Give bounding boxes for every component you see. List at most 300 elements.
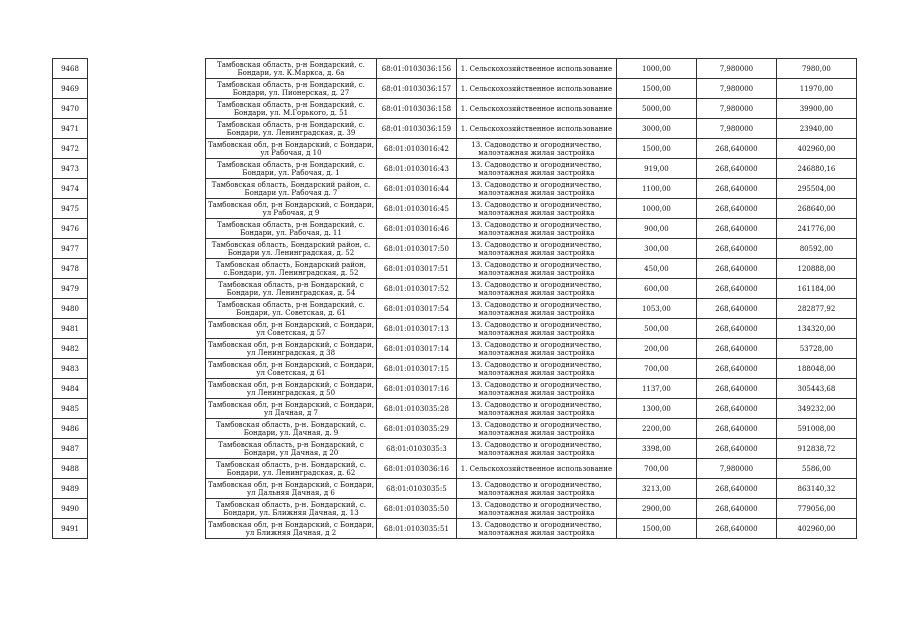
cadastral-value: 591008,00 <box>797 424 836 433</box>
cadastral-value: 282877,92 <box>797 304 836 313</box>
land-use-cell <box>456 359 616 379</box>
land-use-line-1: 13. Садоводство и огородничество, <box>471 440 602 449</box>
rate-value: 268,640000 <box>715 244 758 253</box>
cadastral-value-cell <box>776 379 856 399</box>
cadastral-value-cell <box>776 179 856 199</box>
rate-value: 268,640000 <box>715 404 758 413</box>
land-use-line-2: малоэтажная жилая застройка <box>478 428 595 437</box>
land-use-line-2: малоэтажная жилая застройка <box>478 188 595 197</box>
cadastral-number: 68:01:0103017:52 <box>383 284 449 293</box>
table-row <box>53 59 857 79</box>
row-number-cell <box>53 419 88 439</box>
area-cell <box>616 479 696 499</box>
area-value: 1053,00 <box>641 304 671 313</box>
table-row <box>53 359 857 379</box>
address-cell <box>206 499 377 519</box>
cadastral-number-cell <box>376 239 456 259</box>
address-line-2: ул Рабочая, д 10 <box>260 148 322 157</box>
address-line-1: Тамбовская область, Бондарский район, с. <box>211 240 371 249</box>
area-value: 450,00 <box>644 264 669 273</box>
address-line-1: Тамбовская обл, р-н Бондарский, с Бондари, <box>208 200 374 209</box>
address-line-2: Бондари, ул. Ленинградская, д. 62 <box>226 468 356 477</box>
cadastral-number-cell <box>376 499 456 519</box>
address-line-1: Тамбовская область, р-н Бондарский, с <box>218 280 364 289</box>
cadastral-value: 80592,00 <box>799 244 834 253</box>
row-number-cell <box>53 359 88 379</box>
cadastral-value: 161184,00 <box>797 284 836 293</box>
rate-cell <box>696 59 776 79</box>
land-use-line-2: малоэтажная жилая застройка <box>478 248 595 257</box>
rate-value: 268,640000 <box>715 164 758 173</box>
address-line-2: Бондари, ул. Ближняя Дачная, д. 13 <box>223 508 359 517</box>
cadastral-number: 68:01:0103035:3 <box>386 444 447 453</box>
cadastral-number: 68:01:0103016:43 <box>383 164 449 173</box>
row-number: 9473 <box>61 164 79 173</box>
table-row <box>53 239 857 259</box>
spacer-cell <box>88 199 206 219</box>
cadastral-number: 68:01:0103017:54 <box>383 304 449 313</box>
spacer-cell <box>88 279 206 299</box>
area-value: 3398,00 <box>641 444 671 453</box>
cadastral-number: 68:01:0103036:159 <box>381 124 452 133</box>
cadastral-number: 68:01:0103035:29 <box>383 424 449 433</box>
spacer-cell <box>88 79 206 99</box>
rate-value: 268,640000 <box>715 284 758 293</box>
cadastral-number-cell <box>376 59 456 79</box>
area-cell <box>616 459 696 479</box>
spacer-cell <box>88 519 206 539</box>
rate-value: 268,640000 <box>715 364 758 373</box>
area-value: 300,00 <box>644 244 669 253</box>
address-cell <box>206 519 377 539</box>
address-line-2: Бондари, ул. Ленинградская, д. 39 <box>226 128 356 137</box>
address-line-2: ул Ленинградская, д 50 <box>246 388 336 397</box>
area-value: 1500,00 <box>641 144 671 153</box>
rate-value: 268,640000 <box>715 424 758 433</box>
row-number-cell <box>53 379 88 399</box>
rate-value: 268,640000 <box>715 304 758 313</box>
rate-cell <box>696 339 776 359</box>
cadastral-value-cell <box>776 159 856 179</box>
address-line-1: Тамбовская область, Бондарский район, <box>215 260 367 269</box>
cadastral-value-cell <box>776 199 856 219</box>
address-cell <box>206 139 377 159</box>
cadastral-number: 68:01:0103035:28 <box>383 404 449 413</box>
land-use-cell <box>456 339 616 359</box>
area-cell <box>616 359 696 379</box>
land-use-cell <box>456 199 616 219</box>
row-number: 9471 <box>61 124 79 133</box>
address-line-1: Тамбовская обл, р-н Бондарский, с Бондари, <box>208 380 374 389</box>
cadastral-value-cell <box>776 259 856 279</box>
address-line-1: Тамбовская обл, р-н Бондарский, с Бондари, <box>208 320 374 329</box>
land-use-cell <box>456 159 616 179</box>
spacer-cell <box>88 299 206 319</box>
row-number-cell <box>53 119 88 139</box>
area-cell <box>616 319 696 339</box>
row-number-cell <box>53 399 88 419</box>
cadastral-value: 5586,00 <box>801 464 831 473</box>
cadastral-value-cell <box>776 219 856 239</box>
cadastral-value-cell <box>776 99 856 119</box>
row-number-cell <box>53 139 88 159</box>
rate-value: 7,980000 <box>719 464 754 473</box>
spacer-cell <box>88 179 206 199</box>
address-line-2: Бондари, ул. К.Маркса, д. 6а <box>237 68 345 77</box>
land-use-line-2: малоэтажная жилая застройка <box>478 488 595 497</box>
address-line-1: Тамбовская область, р-н Бондарский, с. <box>217 80 365 89</box>
rate-value: 268,640000 <box>715 484 758 493</box>
land-use-line-1: 13. Садоводство и огородничество, <box>471 480 602 489</box>
address-cell <box>206 259 377 279</box>
table-row <box>53 199 857 219</box>
area-value: 200,00 <box>644 344 669 353</box>
cadastral-value-cell <box>776 299 856 319</box>
land-use-line-1: 13. Садоводство и огородничество, <box>471 140 602 149</box>
rate-cell <box>696 219 776 239</box>
area-value: 1000,00 <box>641 64 671 73</box>
cadastral-value-cell <box>776 239 856 259</box>
address-cell <box>206 99 377 119</box>
cadastral-value-table <box>52 58 857 539</box>
cadastral-value-cell <box>776 519 856 539</box>
cadastral-number-cell <box>376 459 456 479</box>
rate-cell <box>696 199 776 219</box>
rate-cell <box>696 419 776 439</box>
row-number: 9475 <box>61 204 79 213</box>
cadastral-value: 7980,00 <box>801 64 831 73</box>
land-use-line-1: 13. Садоводство и огородничество, <box>471 520 602 529</box>
land-use-cell <box>456 259 616 279</box>
land-use-cell <box>456 379 616 399</box>
land-use-cell <box>456 79 616 99</box>
area-cell <box>616 159 696 179</box>
cadastral-number-cell <box>376 79 456 99</box>
rate-value: 268,640000 <box>715 184 758 193</box>
row-number-cell <box>53 239 88 259</box>
table-row <box>53 419 857 439</box>
table-row <box>53 479 857 499</box>
cadastral-value: 305443,68 <box>797 384 836 393</box>
cadastral-value-cell <box>776 79 856 99</box>
spacer-cell <box>88 319 206 339</box>
area-value: 2200,00 <box>641 424 671 433</box>
address-line-2: Бондари ул. Рабочая д. 7 <box>244 188 338 197</box>
land-use-cell <box>456 439 616 459</box>
address-line-1: Тамбовская область, р-н Бондарский, с. <box>217 220 365 229</box>
area-value: 1500,00 <box>641 84 671 93</box>
cadastral-number-cell <box>376 439 456 459</box>
cadastral-number: 68:01:0103035:5 <box>386 484 447 493</box>
table-row <box>53 399 857 419</box>
row-number-cell <box>53 179 88 199</box>
address-line-2: ул Дачная, д 7 <box>263 408 318 417</box>
cadastral-number: 68:01:0103036:156 <box>381 64 452 73</box>
cadastral-number: 68:01:0103036:157 <box>381 84 452 93</box>
spacer-cell <box>88 119 206 139</box>
rate-cell <box>696 319 776 339</box>
rate-cell <box>696 519 776 539</box>
area-cell <box>616 59 696 79</box>
cadastral-value: 912838,72 <box>797 444 836 453</box>
rate-cell <box>696 299 776 319</box>
cadastral-value: 241776,00 <box>797 224 836 233</box>
cadastral-number: 68:01:0103016:42 <box>383 144 449 153</box>
address-line-2: ул Советская, д 57 <box>256 328 326 337</box>
row-number-cell <box>53 99 88 119</box>
row-number: 9469 <box>61 84 79 93</box>
address-line-2: Бондари, ул Дачная, д 20 <box>243 448 339 457</box>
cadastral-number: 68:01:0103036:158 <box>381 104 452 113</box>
land-use-line-2: малоэтажная жилая застройка <box>478 328 595 337</box>
spacer-cell <box>88 439 206 459</box>
address-line-1: Тамбовская область, р-н Бондарский, с <box>218 440 364 449</box>
land-use-line-1: 13. Садоводство и огородничество, <box>471 220 602 229</box>
address-cell <box>206 319 377 339</box>
rate-cell <box>696 239 776 259</box>
area-cell <box>616 499 696 519</box>
land-use-line-1: 1. Сельскохозяйственное использование <box>460 64 613 73</box>
table-row <box>53 79 857 99</box>
row-number: 9490 <box>61 504 79 513</box>
land-use-cell <box>456 299 616 319</box>
row-number: 9477 <box>61 244 79 253</box>
cadastral-value: 402960,00 <box>797 144 836 153</box>
address-line-1: Тамбовская обл, р-н Бондарский, с Бондари, <box>208 400 374 409</box>
land-use-line-2: малоэтажная жилая застройка <box>478 308 595 317</box>
rate-value: 7,980000 <box>719 84 754 93</box>
area-cell <box>616 219 696 239</box>
cadastral-number-cell <box>376 279 456 299</box>
address-cell <box>206 59 377 79</box>
area-cell <box>616 79 696 99</box>
land-use-line-1: 13. Садоводство и огородничество, <box>471 380 602 389</box>
land-use-cell <box>456 99 616 119</box>
row-number-cell <box>53 259 88 279</box>
cadastral-number-cell <box>376 139 456 159</box>
land-use-line-1: 13. Садоводство и огородничество, <box>471 280 602 289</box>
land-use-line-1: 13. Садоводство и огородничество, <box>471 300 602 309</box>
cadastral-number-cell <box>376 299 456 319</box>
row-number-cell <box>53 299 88 319</box>
land-use-line-2: малоэтажная жилая застройка <box>478 228 595 237</box>
land-use-cell <box>456 239 616 259</box>
table-row <box>53 119 857 139</box>
cadastral-value: 402960,00 <box>797 524 836 533</box>
rate-cell <box>696 99 776 119</box>
address-line-1: Тамбовская область, р-н. Бондарский, с. <box>215 420 366 429</box>
row-number: 9468 <box>61 64 79 73</box>
cadastral-number: 68:01:0103017:16 <box>383 384 449 393</box>
area-value: 1000,00 <box>641 204 671 213</box>
address-cell <box>206 339 377 359</box>
land-use-line-1: 13. Садоводство и огородничество, <box>471 340 602 349</box>
land-use-line-1: 13. Садоводство и огородничество, <box>471 420 602 429</box>
row-number-cell <box>53 339 88 359</box>
area-value: 1500,00 <box>641 524 671 533</box>
land-use-cell <box>456 499 616 519</box>
address-line-2: с.Бондари, ул. Ленинградская, д. 52 <box>223 268 359 277</box>
rate-value: 268,640000 <box>715 204 758 213</box>
cadastral-number-cell <box>376 319 456 339</box>
table-row <box>53 219 857 239</box>
row-number: 9488 <box>61 464 79 473</box>
area-cell <box>616 419 696 439</box>
address-cell <box>206 379 377 399</box>
area-value: 700,00 <box>644 464 669 473</box>
address-line-1: Тамбовская обл, р-н Бондарский, с Бондари, <box>208 360 374 369</box>
address-line-1: Тамбовская область, р-н. Бондарский, с. <box>215 500 366 509</box>
address-cell <box>206 459 377 479</box>
row-number-cell <box>53 159 88 179</box>
cadastral-number-cell <box>376 159 456 179</box>
address-line-2: Бондари, ул. Рабочая, д. 1 <box>242 168 340 177</box>
table-row <box>53 139 857 159</box>
land-use-line-1: 1. Сельскохозяйственное использование <box>460 124 613 133</box>
address-line-1: Тамбовская область, р-н Бондарский, с. <box>217 160 365 169</box>
rate-value: 268,640000 <box>715 384 758 393</box>
row-number: 9482 <box>61 344 79 353</box>
address-cell <box>206 179 377 199</box>
land-use-line-1: 13. Садоводство и огородничество, <box>471 260 602 269</box>
spacer-cell <box>88 499 206 519</box>
row-number: 9478 <box>61 264 79 273</box>
area-value: 1300,00 <box>641 404 671 413</box>
cadastral-value: 295504,00 <box>797 184 836 193</box>
rate-cell <box>696 439 776 459</box>
row-number: 9480 <box>61 304 79 313</box>
address-line-1: Тамбовская область, р-н Бондарский, с. <box>217 100 365 109</box>
cadastral-value: 779056,00 <box>797 504 836 513</box>
cadastral-number: 68:01:0103016:46 <box>383 224 449 233</box>
rate-cell <box>696 499 776 519</box>
table-row <box>53 179 857 199</box>
cadastral-number-cell <box>376 99 456 119</box>
land-use-line-1: 13. Садоводство и огородничество, <box>471 360 602 369</box>
land-use-line-1: 1. Сельскохозяйственное использование <box>460 104 613 113</box>
row-number: 9487 <box>61 444 79 453</box>
land-use-line-1: 1. Сельскохозяйственное использование <box>460 84 613 93</box>
row-number-cell <box>53 439 88 459</box>
land-use-cell <box>456 419 616 439</box>
row-number: 9486 <box>61 424 79 433</box>
spacer-cell <box>88 479 206 499</box>
cadastral-number: 68:01:0103017:14 <box>383 344 449 353</box>
address-cell <box>206 119 377 139</box>
area-value: 919,00 <box>644 164 669 173</box>
cadastral-number-cell <box>376 179 456 199</box>
cadastral-value: 349232,00 <box>797 404 836 413</box>
cadastral-number: 68:01:0103035:50 <box>383 504 449 513</box>
rate-value: 268,640000 <box>715 224 758 233</box>
rate-value: 7,980000 <box>719 64 754 73</box>
spacer-cell <box>88 419 206 439</box>
table-row <box>53 279 857 299</box>
row-number: 9470 <box>61 104 79 113</box>
cadastral-value-cell <box>776 399 856 419</box>
land-use-cell <box>456 459 616 479</box>
area-cell <box>616 299 696 319</box>
area-cell <box>616 399 696 419</box>
cadastral-number-cell <box>376 379 456 399</box>
address-cell <box>206 399 377 419</box>
spacer-cell <box>88 139 206 159</box>
cadastral-number-cell <box>376 259 456 279</box>
spacer-cell <box>88 399 206 419</box>
spacer-cell <box>88 239 206 259</box>
row-number-cell <box>53 459 88 479</box>
land-use-cell <box>456 279 616 299</box>
cadastral-value-cell <box>776 499 856 519</box>
row-number: 9484 <box>61 384 79 393</box>
address-line-2: Бондари, ул. М.Горького, д. 51 <box>233 108 349 117</box>
area-cell <box>616 239 696 259</box>
area-cell <box>616 279 696 299</box>
area-value: 2900,00 <box>641 504 671 513</box>
rate-cell <box>696 279 776 299</box>
land-use-cell <box>456 119 616 139</box>
land-use-line-1: 13. Садоводство и огородничество, <box>471 400 602 409</box>
area-cell <box>616 339 696 359</box>
table-row <box>53 339 857 359</box>
row-number: 9481 <box>61 324 79 333</box>
land-use-line-2: малоэтажная жилая застройка <box>478 168 595 177</box>
land-use-line-1: 13. Садоводство и огородничество, <box>471 320 602 329</box>
table-row <box>53 459 857 479</box>
address-line-1: Тамбовская область, Бондарский район, с. <box>211 180 371 189</box>
spacer-cell <box>88 359 206 379</box>
cadastral-number-cell <box>376 339 456 359</box>
spacer-cell <box>88 259 206 279</box>
area-value: 500,00 <box>644 324 669 333</box>
address-line-1: Тамбовская обл, р-н Бондарский, с Бондари, <box>208 520 374 529</box>
land-use-line-1: 13. Садоводство и огородничество, <box>471 240 602 249</box>
cadastral-number: 68:01:0103035:51 <box>383 524 449 533</box>
address-cell <box>206 159 377 179</box>
table-row <box>53 259 857 279</box>
spacer-cell <box>88 59 206 79</box>
cadastral-value: 863140,32 <box>797 484 836 493</box>
cadastral-value-cell <box>776 439 856 459</box>
land-use-line-2: малоэтажная жилая застройка <box>478 148 595 157</box>
table-row <box>53 299 857 319</box>
address-line-2: ул Ближняя Дачная, д 2 <box>245 528 337 537</box>
row-number: 9476 <box>61 224 79 233</box>
land-use-line-2: малоэтажная жилая застройка <box>478 508 595 517</box>
area-cell <box>616 179 696 199</box>
area-value: 5000,00 <box>641 104 671 113</box>
land-use-cell <box>456 219 616 239</box>
land-use-line-2: малоэтажная жилая застройка <box>478 208 595 217</box>
address-line-2: ул Рабочая, д 9 <box>262 208 320 217</box>
cadastral-number-cell <box>376 119 456 139</box>
cadastral-value-cell <box>776 339 856 359</box>
area-value: 600,00 <box>644 284 669 293</box>
cadastral-value-cell <box>776 459 856 479</box>
area-cell <box>616 259 696 279</box>
land-use-cell <box>456 179 616 199</box>
row-number: 9479 <box>61 284 79 293</box>
cadastral-value: 39900,00 <box>799 104 834 113</box>
table-row <box>53 159 857 179</box>
row-number-cell <box>53 199 88 219</box>
rate-value: 268,640000 <box>715 324 758 333</box>
rate-value: 7,980000 <box>719 104 754 113</box>
area-cell <box>616 439 696 459</box>
row-number: 9472 <box>61 144 79 153</box>
rate-cell <box>696 79 776 99</box>
area-value: 3000,00 <box>641 124 671 133</box>
